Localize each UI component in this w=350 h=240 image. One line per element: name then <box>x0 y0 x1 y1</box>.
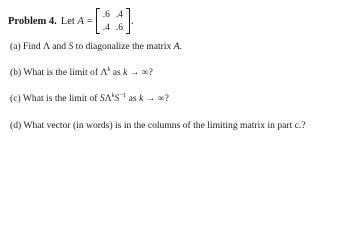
question-a-and: and <box>52 41 67 52</box>
question-c <box>10 93 169 104</box>
matrix-entry-12: .4 <box>115 9 124 20</box>
question-b-as: as <box>112 67 121 78</box>
question-c-as: as <box>128 93 137 104</box>
s-symbol: S <box>114 93 120 104</box>
question-b <box>10 67 153 78</box>
matrix-entry-21: .4 <box>102 22 110 33</box>
limit-arrow: → ∞? <box>129 67 153 78</box>
lambda-power <box>100 67 110 78</box>
question-c-prefix: (c) What is the limit of <box>10 93 98 104</box>
matrix-variable: A <box>77 15 84 27</box>
equals-sign: = <box>86 15 93 27</box>
exponent-inverse: −1 <box>119 92 127 99</box>
s-lambda-s-inverse <box>100 93 126 104</box>
right-bracket <box>126 8 130 34</box>
matrix-entry-11: .6 <box>102 9 110 20</box>
problem-label: Problem 4. <box>8 15 57 27</box>
question-a-end: . <box>179 41 182 52</box>
k-symbol: k <box>123 67 128 78</box>
matrix-entry-22: .6 <box>115 22 124 33</box>
statement-period: . <box>131 15 134 27</box>
a-symbol: A <box>173 41 180 52</box>
question-d-text: (d) What vector (in words) is in the columns of the limiting matrix in part c.? <box>10 120 306 131</box>
exponent-k: k <box>107 66 111 73</box>
limit-arrow: → ∞? <box>145 93 169 104</box>
question-d <box>10 120 306 131</box>
question-b-prefix: (b) What is the limit of <box>10 67 99 78</box>
problem-statement <box>8 8 134 34</box>
matrix-a <box>96 8 130 34</box>
problem-lead: Let <box>60 15 75 27</box>
matrix-entries <box>100 8 126 34</box>
exponent-k: k <box>111 92 115 99</box>
s-symbol: S <box>68 41 74 52</box>
question-a-prefix: (a) Find <box>10 41 41 52</box>
s-symbol: S <box>99 93 105 104</box>
k-symbol: k <box>139 93 144 104</box>
lambda-base: Λ <box>100 67 108 78</box>
lambda-symbol: Λ <box>104 93 112 104</box>
question-a <box>10 41 182 52</box>
question-a-mid: to diagonalize the matrix <box>75 41 172 52</box>
lambda-symbol: Λ <box>43 41 50 52</box>
